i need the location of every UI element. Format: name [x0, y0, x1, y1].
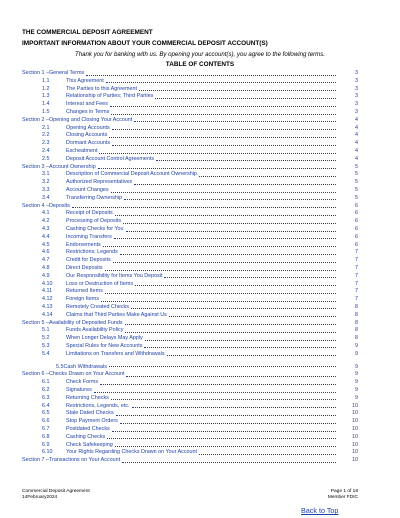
toc-section-link[interactable] [22, 203, 358, 211]
toc-item-number: 6.8 [42, 433, 50, 440]
toc-item-link[interactable] [22, 442, 358, 450]
toc-item-title: Stop Payment Orders [66, 418, 118, 425]
toc-item-link[interactable] [22, 148, 358, 156]
toc-item-number: 1.2 [42, 85, 50, 92]
toc-page-number: 5 [355, 194, 358, 201]
toc-item-title: Transferring Ownership [66, 194, 123, 201]
toc-item-title: Limitations on Transfers and Withdrawals [66, 350, 165, 357]
toc-item-number: 1.4 [42, 101, 50, 108]
dot-leader [199, 454, 336, 455]
toc-item-number: 4.7 [42, 257, 50, 264]
toc-page-number: 6 [355, 202, 358, 209]
toc-page-number: 9 [355, 342, 358, 349]
toc-page-number: 9 [355, 350, 358, 357]
toc-item-number: 3.4 [42, 194, 50, 201]
thank-you-text: Thank you for banking with us. By opening your account(s), you agree to the following terms. [75, 51, 325, 58]
toc-item-number: 6.3 [42, 394, 50, 401]
toc-item-title: Our Responsibility for Items You Deposit [66, 272, 163, 279]
dot-leader [139, 90, 336, 91]
dot-leader [86, 75, 336, 76]
dot-leader [132, 407, 336, 408]
dot-leader [125, 324, 336, 325]
toc-page-number: 7 [355, 264, 358, 271]
toc-item-number: 6.9 [42, 441, 50, 448]
toc-page-number: 10 [352, 441, 358, 448]
toc-page-number: 5 [355, 179, 358, 186]
toc-item-link[interactable] [22, 125, 358, 133]
toc-item-title: Receipt of Deposits [66, 210, 113, 217]
toc-item-title: 5.5Cash Withdrawals [56, 363, 107, 370]
dot-leader [99, 153, 336, 154]
toc-page-number: 8 [355, 311, 358, 318]
toc-item-title: Relationship of Parties; Third Parties [66, 93, 154, 100]
toc-item-link[interactable] [22, 78, 358, 86]
toc-page-number: 4 [355, 140, 358, 147]
toc-item-number: 4.11 [42, 288, 53, 295]
dot-leader [156, 160, 336, 161]
toc-item-title: Processing of Deposits [66, 218, 122, 225]
toc-page-number: 4 [355, 124, 358, 131]
toc-page-number: 3 [355, 108, 358, 115]
toc-section-link[interactable] [22, 117, 358, 125]
toc-item-number: 6.7 [42, 426, 50, 433]
toc-item-title: The Parties to this Agreement [66, 85, 138, 92]
dot-leader [111, 399, 336, 400]
toc-item-title: Signatures [66, 387, 92, 394]
toc-item-title: Closing Accounts [66, 132, 108, 139]
dot-leader [114, 238, 336, 239]
dot-leader [105, 293, 336, 294]
toc-item-title: Direct Deposits [66, 264, 103, 271]
dot-leader [115, 215, 336, 216]
footer-member-fdic: Member FDIC [327, 495, 358, 500]
dot-leader [125, 332, 336, 333]
toc-item-number: 1.1 [42, 77, 50, 84]
toc-item-number: 6.1 [42, 379, 50, 386]
toc-page-number: 9 [355, 379, 358, 386]
toc-item-link[interactable] [22, 132, 358, 140]
toc-page-number: 3 [355, 85, 358, 92]
toc-page-number: 9 [355, 371, 358, 378]
dot-leader [109, 366, 336, 367]
toc-item-link[interactable] [22, 93, 358, 101]
dot-leader [126, 376, 336, 377]
toc-item-title: Check Safekeeping [66, 441, 113, 448]
toc-item-number: 5.3 [42, 342, 50, 349]
dot-leader [124, 199, 336, 200]
back-to-top-link[interactable]: Back to Top [301, 506, 339, 515]
toc-page-number: 8 [355, 319, 358, 326]
toc-item-number: 5.2 [42, 335, 50, 342]
toc-item-title: Deposit Account Control Agreements [66, 155, 155, 162]
toc-page-number: 3 [355, 70, 358, 76]
toc-item-title: Section 2 –Opening and Closing Your Account [22, 116, 133, 123]
toc-item-title: Endorsements [66, 241, 101, 248]
toc-item-title: Stale Dated Checks [66, 410, 114, 417]
toc-item-title: Account Changes [66, 186, 109, 193]
toc-item-number: 6.6 [42, 418, 50, 425]
dot-leader [115, 446, 336, 447]
toc-item-link[interactable] [22, 226, 358, 234]
dot-leader [112, 145, 336, 146]
toc-page-number: 4 [355, 132, 358, 139]
toc-page-number: 6 [355, 225, 358, 232]
toc-item-link[interactable] [22, 343, 358, 351]
toc-item-number: 2.5 [42, 155, 50, 162]
toc-item-link[interactable] [22, 281, 358, 289]
toc-item-title: Section 1 –General Terms [22, 70, 85, 76]
dot-leader [100, 384, 336, 385]
toc-item-title: Returned Items [66, 288, 103, 295]
toc-item-title: Check Forms [66, 379, 99, 386]
toc-item-link[interactable] [22, 379, 358, 387]
toc-item-link[interactable] [22, 187, 358, 195]
toc-item-title: When Longer Delays May Apply [66, 335, 143, 342]
toc-page-number: 3 [355, 101, 358, 108]
dot-leader [122, 462, 336, 463]
toc-item-link[interactable] [22, 387, 358, 395]
toc-item-title: Opening Accounts [66, 124, 110, 131]
dot-leader [199, 176, 336, 177]
toc-item-number: 4.14 [42, 311, 53, 318]
dot-leader [167, 355, 336, 356]
dot-leader [101, 301, 336, 302]
toc-item-title: Postdated Checks [66, 426, 110, 433]
dot-leader [134, 121, 336, 122]
toc-item-title: Section 6 –Checks Drawn on Your Account [22, 371, 125, 378]
dot-leader [120, 254, 336, 255]
dot-leader [120, 423, 336, 424]
toc-item-title: Cashing Checks [66, 433, 106, 440]
toc-page-number: 10 [352, 410, 358, 417]
dot-leader [94, 392, 336, 393]
toc-item-link[interactable] [22, 171, 358, 179]
footer-right [328, 489, 358, 501]
dot-leader [164, 277, 336, 278]
toc-item-number: 4.12 [42, 296, 53, 303]
toc-page-number: 8 [355, 303, 358, 310]
toc-item-number: 6.10 [42, 449, 53, 456]
dot-leader [98, 168, 336, 169]
toc-page-number: 10 [352, 433, 358, 440]
toc-heading: TABLE OF CONTENTS [165, 61, 235, 68]
toc-page-number: 5 [355, 163, 358, 170]
toc-item-number: 3.3 [42, 186, 50, 193]
toc-item-title: Remotely Created Checks [66, 303, 129, 310]
toc-item-link[interactable] [22, 265, 358, 273]
dot-leader [105, 270, 336, 271]
toc-item-link[interactable] [22, 304, 358, 312]
toc-item-number: 3.1 [42, 171, 50, 178]
toc-section-link[interactable] [22, 70, 358, 78]
dot-leader [112, 431, 336, 432]
toc-item-link[interactable] [22, 351, 358, 359]
toc-page-number: 10 [352, 402, 358, 409]
toc-item-link[interactable] [22, 418, 358, 426]
toc-item-link[interactable] [22, 86, 358, 94]
toc-page-number: 5 [355, 171, 358, 178]
dot-leader [111, 114, 336, 115]
toc-item-link[interactable] [22, 335, 358, 343]
dot-leader [134, 184, 336, 185]
dot-leader [112, 129, 336, 130]
toc-item-number: 1.5 [42, 108, 50, 115]
toc-item-number: 4.3 [42, 225, 50, 232]
toc-item-title: Your Rights Regarding Checks Drawn on Your Account [66, 449, 198, 456]
document-title: THE COMMERCIAL DEPOSIT AGREEMENT [22, 29, 153, 36]
toc-page-number: 6 [355, 218, 358, 225]
toc-item-number: 5.1 [42, 327, 50, 334]
toc-item-title: Credit for Deposits [66, 257, 111, 264]
toc-item-link[interactable] [22, 358, 358, 371]
toc-section-link[interactable] [22, 164, 358, 172]
toc-item-title: Escheatment [66, 147, 98, 154]
toc-item-number: 6.5 [42, 410, 50, 417]
dot-leader [116, 415, 336, 416]
toc-item-title: Restrictions; Legends [66, 249, 118, 256]
toc-item-number: 4.13 [42, 303, 53, 310]
toc-page-number: 8 [355, 327, 358, 334]
toc-item-link[interactable] [22, 156, 358, 164]
table-of-contents [22, 70, 358, 465]
footer-date: 14February2024 [22, 495, 58, 500]
toc-item-link[interactable] [22, 395, 358, 403]
toc-item-number: 4.1 [42, 210, 50, 217]
toc-item-title: Foreign Items [66, 296, 99, 303]
toc-item-link[interactable] [22, 257, 358, 265]
toc-item-title: This Agreement [66, 77, 104, 84]
dot-leader [144, 347, 336, 348]
toc-page-number: 10 [352, 426, 358, 433]
toc-page-number: 7 [355, 257, 358, 264]
toc-item-number: 4.2 [42, 218, 50, 225]
toc-page-number: 9 [355, 387, 358, 394]
dot-leader [111, 192, 336, 193]
toc-item-number: 2.4 [42, 147, 50, 154]
toc-item-number: 4.5 [42, 241, 50, 248]
footer-page-number: Page 1 of 18 [330, 489, 358, 494]
toc-item-link[interactable] [22, 449, 358, 457]
toc-item-link[interactable] [22, 403, 358, 411]
toc-item-number: 2.1 [42, 124, 50, 131]
toc-item-number: 4.10 [42, 280, 53, 287]
toc-item-title: Restrictions, Legends, etc. [66, 402, 130, 409]
toc-item-title: Changes in Terms [66, 108, 110, 115]
dot-leader [155, 98, 336, 99]
toc-page-number: 6 [355, 233, 358, 240]
toc-item-number: 4.6 [42, 249, 50, 256]
toc-item-title: Special Rules for New Accounts [66, 342, 143, 349]
dot-leader [72, 207, 336, 208]
toc-section-link[interactable] [22, 371, 358, 379]
toc-item-title: Claims that Third Parties Make Against Us [66, 311, 167, 318]
toc-item-number: 5.4 [42, 350, 50, 357]
toc-item-title: Interest and Fees [66, 101, 108, 108]
dot-leader [110, 106, 336, 107]
toc-page-number: 7 [355, 288, 358, 295]
toc-page-number: 9 [355, 363, 358, 370]
dot-leader [145, 340, 336, 341]
dot-leader [103, 246, 336, 247]
toc-item-title: Section 4 –Deposits [22, 202, 70, 209]
toc-item-link[interactable] [22, 218, 358, 226]
toc-page-number: 3 [355, 93, 358, 100]
toc-item-link[interactable] [22, 109, 358, 117]
document-subtitle: IMPORTANT INFORMATION ABOUT YOUR COMMERCIAL DEPOSIT ACCOUNT(S) [22, 40, 268, 47]
toc-item-link[interactable] [22, 210, 358, 218]
toc-page-number: 3 [355, 77, 358, 84]
toc-item-link[interactable] [22, 179, 358, 187]
toc-page-number: 4 [355, 116, 358, 123]
footer-doc-name: Commercial Deposit Agreement [22, 489, 90, 494]
toc-item-title: Section 5 –Availability of Deposited Funds [22, 319, 123, 326]
toc-item-link[interactable] [22, 288, 358, 296]
toc-item-link[interactable] [22, 140, 358, 148]
toc-item-link[interactable] [22, 101, 358, 109]
dot-leader [123, 223, 336, 224]
toc-page-number: 7 [355, 280, 358, 287]
toc-item-number: 2.3 [42, 140, 50, 147]
toc-section-link[interactable] [22, 320, 358, 328]
dot-leader [113, 262, 336, 263]
toc-item-link[interactable] [22, 426, 358, 434]
toc-item-number: 4.4 [42, 233, 50, 240]
toc-item-link[interactable] [22, 296, 358, 304]
dot-leader [135, 285, 336, 286]
toc-page-number: 7 [355, 296, 358, 303]
toc-page-number: 10 [352, 418, 358, 425]
footer-left [22, 489, 90, 501]
toc-section-link[interactable] [22, 457, 358, 465]
toc-item-title: Description of Commercial Deposit Account Ownership [66, 171, 197, 178]
toc-item-link[interactable] [22, 195, 358, 203]
toc-page-number: 6 [355, 210, 358, 217]
toc-page-number: 5 [355, 186, 358, 193]
toc-item-number: 6.4 [42, 402, 50, 409]
toc-page-number: 4 [355, 147, 358, 154]
toc-item-link[interactable] [22, 242, 358, 250]
toc-item-title: Dormant Accounts [66, 140, 111, 147]
dot-leader [126, 231, 336, 232]
toc-page-number: 7 [355, 272, 358, 279]
toc-item-link[interactable] [22, 273, 358, 281]
toc-item-link[interactable] [22, 434, 358, 442]
toc-page-number: 4 [355, 155, 358, 162]
dot-leader [131, 308, 336, 309]
toc-item-title: Funds Availability Policy [66, 327, 124, 334]
toc-item-number: 6.2 [42, 387, 50, 394]
toc-item-link[interactable] [22, 312, 358, 320]
toc-item-number: 1.3 [42, 93, 50, 100]
toc-item-number: 4.9 [42, 272, 50, 279]
dot-leader [169, 316, 336, 317]
toc-item-title: Cashing Checks for You [66, 225, 124, 232]
toc-item-number: 3.2 [42, 179, 50, 186]
dot-leader [106, 82, 336, 83]
toc-item-title: Authorized Representatives [66, 179, 133, 186]
toc-item-title: Loss or Destruction of Items [66, 280, 134, 287]
toc-item-link[interactable] [22, 410, 358, 418]
toc-item-title: Returning Checks [66, 394, 109, 401]
toc-page-number: 10 [352, 457, 358, 464]
toc-item-title: Section 3 –Account Ownership [22, 163, 96, 170]
dot-leader [107, 438, 336, 439]
toc-item-link[interactable] [22, 327, 358, 335]
toc-page-number: 9 [355, 394, 358, 401]
toc-page-number: 8 [355, 335, 358, 342]
toc-page-number: 10 [352, 449, 358, 456]
toc-item-link[interactable] [22, 234, 358, 242]
toc-item-number: 4.8 [42, 264, 50, 271]
toc-item-number: 2.2 [42, 132, 50, 139]
toc-page-number: 7 [355, 249, 358, 256]
dot-leader [109, 137, 336, 138]
toc-item-title: Incoming Transfers [66, 233, 112, 240]
toc-item-link[interactable] [22, 249, 358, 257]
toc-item-title: Section 7 –Transactions on Your Account [22, 457, 121, 464]
toc-page-number: 6 [355, 241, 358, 248]
